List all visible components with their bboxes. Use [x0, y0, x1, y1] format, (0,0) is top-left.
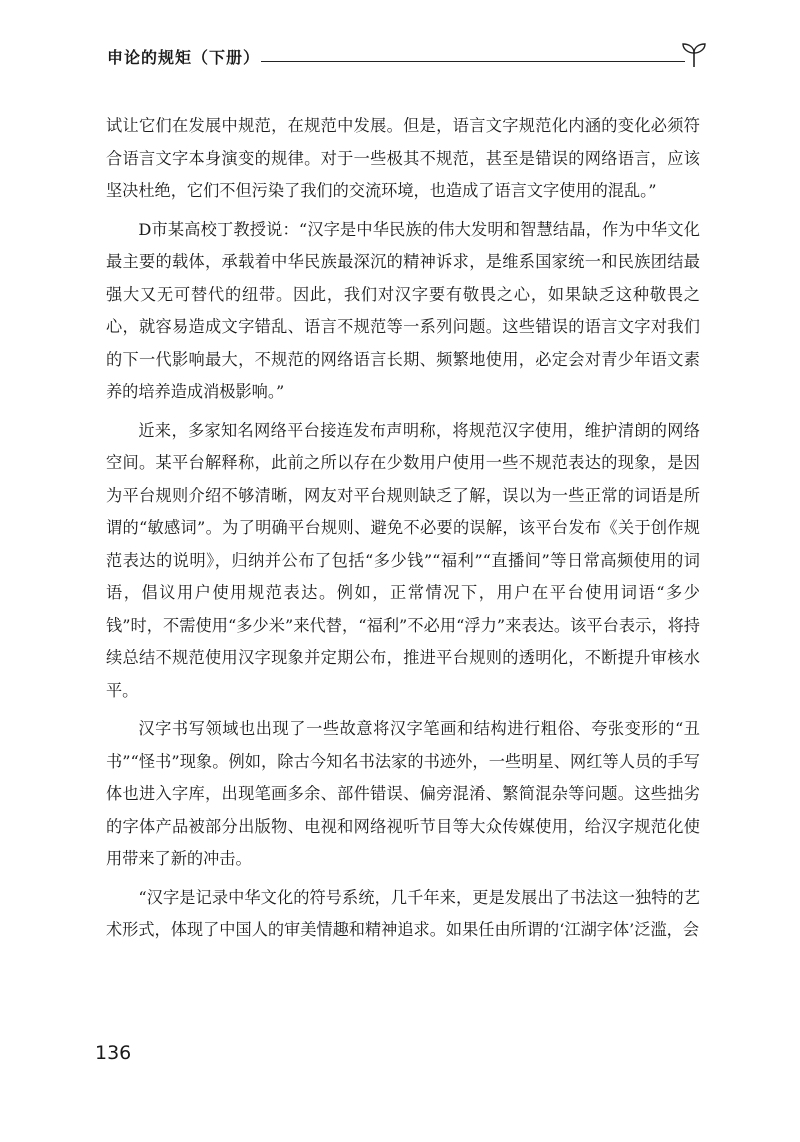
page-number: 136 — [95, 1042, 132, 1064]
paragraph-chinese-culture-quote: “汉字是记录中华文化的符号系统，几千年来，更是发展出了书法这一独特的艺术形式，体现了中国人的审美情趣和精神追求。如果任由所谓的‘江湖字体’泛滥，会 — [106, 887, 700, 939]
paragraph-continuation: 试让它们在发展中规范，在规范中发展。但是，语言文字规范化内涵的变化必须符合语言文字本身演变的规律。对于一些极其不规范，甚至是错误的网络语言，应该坚决杜绝，它们不但污染了我们的交流环境，也造成了语言文字使用的混乱。” — [106, 116, 700, 200]
paragraph-platform-statement: 近来，多家知名网络平台接连发布声明称，将规范汉字使用，维护清朗的网络空间。某平台解释称，此前之所以存在少数用户使用一些不规范表达的现象，是因为平台规则介绍不够清晰，网友对平台规则缺乏了解，误以为一些正常的词语是所谓的“敏感词”。为了明确平台规则、避免不必要的误解，该平台发布《关于创作规范表达的说明》，归纳并公布了包括“多少钱”“福利”“直播间”等日常高频使用的词语，倡议用户使用规范表达。例如，正常情况下，用户在平台使用词语“多少钱”时，不需使用“多少米”来代替，“福利”不必用“浮力”来表达。该平台表示，将持续总结不规范使用汉字现象并定期公布，推进平台规则的透明化，不断提升审核水平。 — [106, 420, 700, 700]
sprout-icon — [679, 40, 709, 68]
paragraph-calligraphy: 汉字书写领域也出现了一些故意将汉字笔画和结构进行粗俗、夸张变形的“丑书”“怪书”现象。例如，除古今知名书法家的书迹外，一些明星、网红等人员的手写体也进入字库，出现笔画多余、部件错误、偏旁混淆、繁简混杂等问题。这些拙劣的字体产品被部分出版物、电视和网络视听节目等大众传媒使用，给汉字规范化使用带来了新的冲击。 — [106, 719, 700, 868]
running-header — [107, 40, 707, 70]
header-rule — [261, 61, 685, 62]
body-text — [106, 110, 700, 953]
header-title: 申论的规矩（下册） — [107, 48, 261, 67]
paragraph-professor-quote: D市某高校丁教授说：“汉字是中华民族的伟大发明和智慧结晶，作为中华文化最主要的载体，承载着中华民族最深沉的精神诉求，是维系国家统一和民族团结最强大又无可替代的纽带。因此，我们对汉字要有敬畏之心，如果缺乏这种敬畏之心，就容易造成文字错乱、语言不规范等一系列问题。这些错误的语言文字对我们的下一代影响最大，不规范的网络语言长期、频繁地使用，必定会对青少年语文素养的培养造成消极影响。” — [106, 219, 700, 401]
